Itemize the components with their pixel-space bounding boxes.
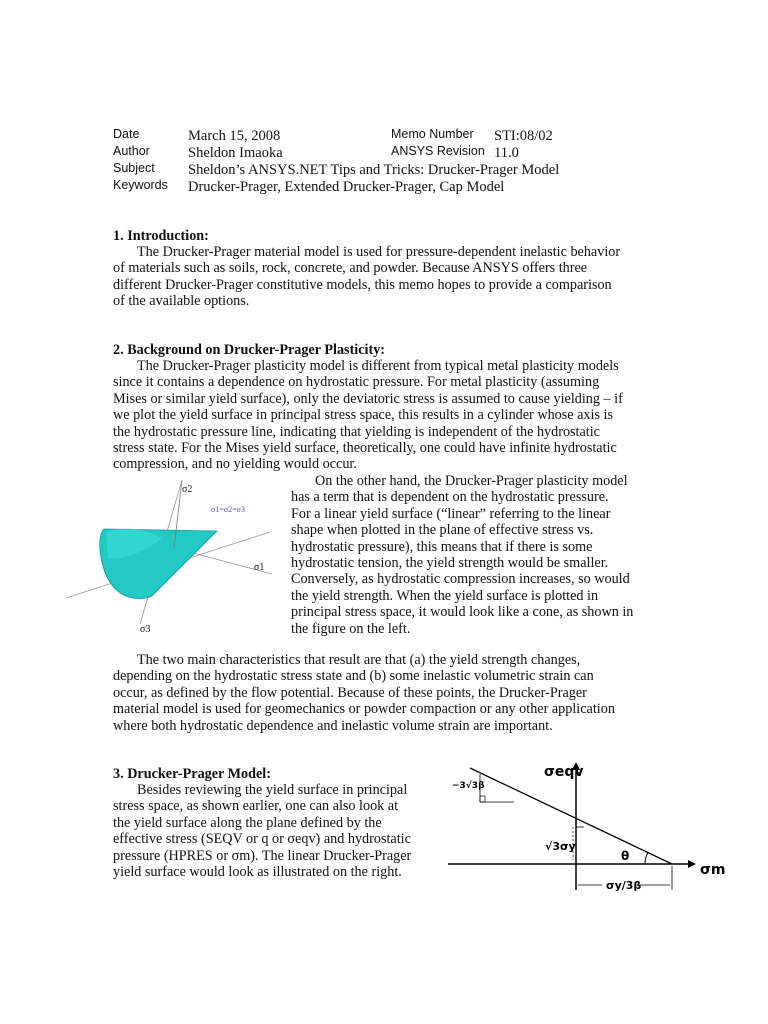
section-3-body xyxy=(113,782,433,880)
after-line: occur, as defined by the flow potential. Because of these points, the Drucker-Prager xyxy=(113,684,587,701)
intro-line: of the available options. xyxy=(113,293,250,310)
after-line: depending on the hydrostatic stress state and (b) some inelastic volumetric strain can xyxy=(113,668,594,685)
revision-label: ANSYS Revision xyxy=(391,144,485,158)
slope-label: −3√3β xyxy=(452,781,485,791)
sigma2-label: σ2 xyxy=(182,484,193,495)
hydro-label: σ1=σ2=σ3 xyxy=(211,505,245,514)
section-1-body xyxy=(113,244,673,310)
model-line: effective stress (SEQV or q or σeqv) and hydrostatic xyxy=(113,831,411,848)
x-intercept-label: σy/3β xyxy=(606,879,642,892)
background-line: we plot the yield surface in principal stress space, this results in a cylinder whose axis is xyxy=(113,407,613,424)
subject-label: Subject xyxy=(113,161,155,175)
x-axis-label: σm xyxy=(700,862,726,878)
model-line: stress space, as shown earlier, one can also look at xyxy=(113,798,399,815)
intro-line: of materials such as soils, rock, concrete, and powder. Because ANSYS offers three xyxy=(113,260,588,277)
author-label: Author xyxy=(113,144,150,158)
right-line: has a term that is dependent on the hydrostatic pressure. xyxy=(291,489,609,506)
right-line: hydrostatic pressure), this means that if there is some xyxy=(291,538,593,555)
author-value: Sheldon Imaoka xyxy=(188,145,283,161)
section-2-right-column xyxy=(291,473,671,637)
x-axis-arrow xyxy=(688,860,696,868)
background-line: compression, and no yielding would occur. xyxy=(113,456,357,473)
model-line: the yield surface along the plane defined by the xyxy=(113,814,382,831)
right-line: On the other hand, the Drucker-Prager plasticity model xyxy=(315,473,628,489)
sigma3-label: σ3 xyxy=(140,624,151,635)
sigma1-label: σ1 xyxy=(254,562,265,573)
keywords-label: Keywords xyxy=(113,178,168,192)
intro-line: different Drucker-Prager constitutive models, this memo hopes to provide a comparison xyxy=(113,276,612,293)
section-1-title: 1. Introduction: xyxy=(113,228,209,244)
memo-number-value: STI:08/02 xyxy=(494,128,553,144)
background-line: The Drucker-Prager plasticity model is different from typical metal plasticity models xyxy=(137,358,619,374)
background-line: the hydrostatic pressure line, indicating that yielding is independent of the hydrostatic xyxy=(113,423,600,440)
section-2-title: 2. Background on Drucker-Prager Plasticity: xyxy=(113,342,386,358)
cone-figure xyxy=(62,474,282,639)
subject-value: Sheldon’s ANSYS.NET Tips and Tricks: Drucker-Prager Model xyxy=(188,162,560,178)
keywords-value: Drucker-Prager, Extended Drucker-Prager, Cap Model xyxy=(188,179,505,195)
intercept-label: √3σy xyxy=(545,840,576,853)
section-2-body xyxy=(113,358,673,473)
background-line: Mises or similar yield surface), only the deviatoric stress is assumed to cause yielding – if xyxy=(113,390,623,407)
right-line: principal stress space, it would look like a cone, as shown in xyxy=(291,604,634,621)
y-axis-label: σeqv xyxy=(544,764,584,780)
after-line: material model is used for geomechanics or powder compaction or any other application xyxy=(113,701,615,718)
model-line: pressure (HPRES or σm). The linear Drucker-Prager xyxy=(113,847,412,864)
memo-number-label: Memo Number xyxy=(391,127,474,141)
right-line: For a linear yield surface (“linear” referring to the linear xyxy=(291,505,611,522)
background-line: stress state. For the Mises yield surface, theoretically, one could have infinite hydrostatic xyxy=(113,440,617,457)
model-line: Besides reviewing the yield surface in principal xyxy=(137,782,408,798)
date-label: Date xyxy=(113,127,140,141)
intro-line: The Drucker-Prager material model is used for pressure-dependent inelastic behavior xyxy=(137,244,621,260)
after-line: The two main characteristics that result are that (a) the yield strength changes, xyxy=(137,652,581,668)
background-line: since it contains a dependence on hydrostatic pressure. For metal plasticity (assuming xyxy=(113,374,600,391)
right-angle-mark xyxy=(480,796,485,802)
right-line: Conversely, as hydrostatic compression increases, so would xyxy=(291,571,630,588)
dp-yield-figure xyxy=(440,760,730,900)
theta-arc xyxy=(645,852,648,864)
right-line: shape when plotted in the plane of effective stress vs. xyxy=(291,522,594,539)
right-line: the figure on the left. xyxy=(291,620,411,637)
model-line: yield surface would look as illustrated on the right. xyxy=(113,864,402,881)
section-2-after xyxy=(113,652,673,734)
date-value: March 15, 2008 xyxy=(188,128,281,144)
section-3-title: 3. Drucker-Prager Model: xyxy=(113,766,271,782)
right-line: hydrostatic tension, the yield strength would be smaller. xyxy=(291,555,609,572)
revision-value: 11.0 xyxy=(494,145,519,161)
after-line: where both hydrostatic dependence and inelastic volume strain are important. xyxy=(113,717,553,734)
right-line: the yield strength. When the yield surface is plotted in xyxy=(291,587,599,604)
theta-label: θ xyxy=(621,849,630,863)
